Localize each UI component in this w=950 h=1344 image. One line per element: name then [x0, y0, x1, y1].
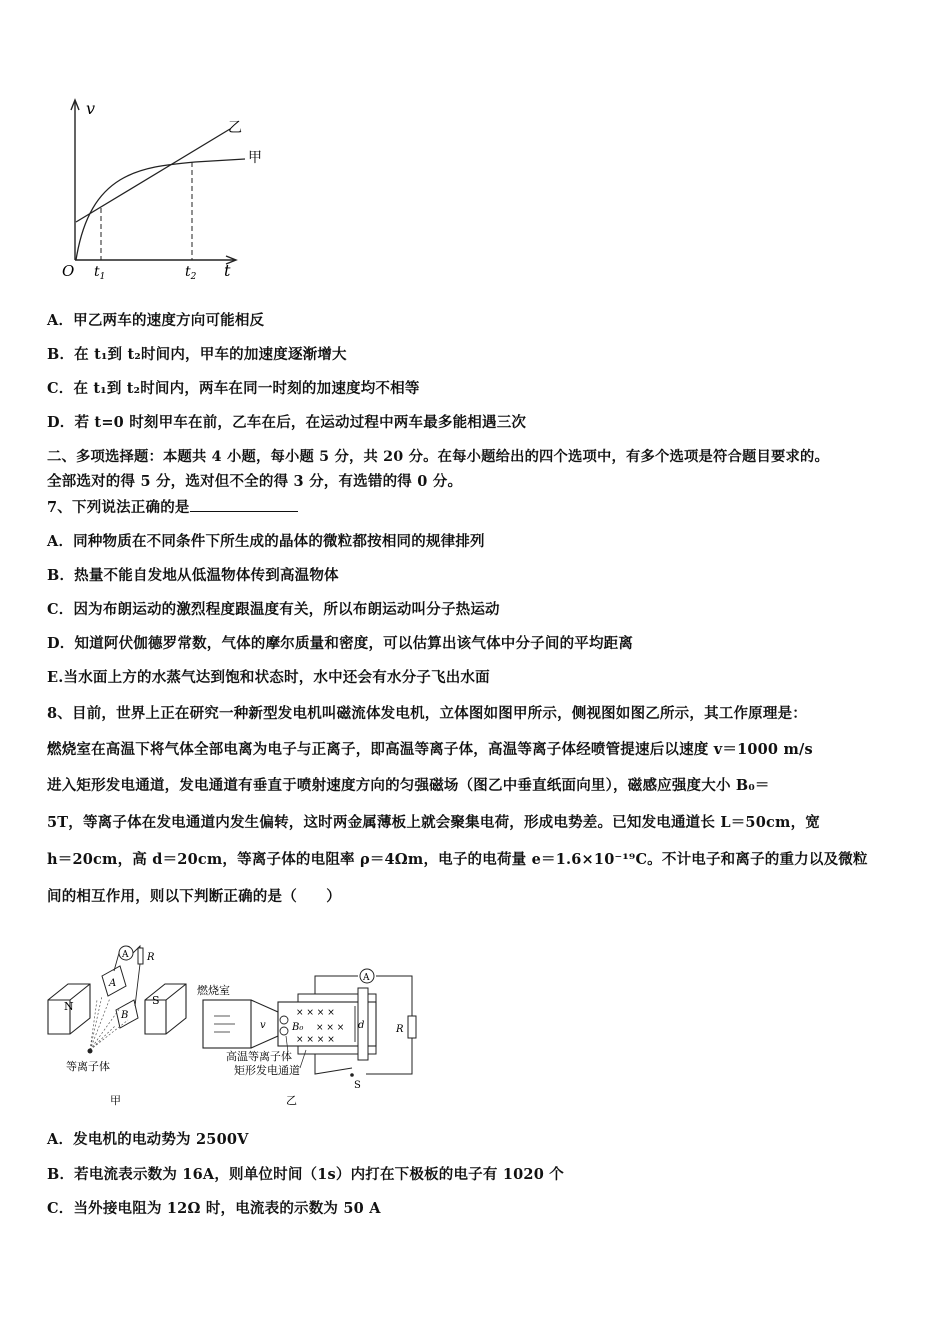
q7-option-c: C．因为布朗运动的激烈程度跟温度有关，所以布朗运动叫分子热运动 — [47, 601, 500, 618]
field-crosses-1: × × × × — [296, 1008, 335, 1018]
q8-stem-line-5: h＝20cm，高 d＝20cm，等离子体的电阻率 ρ＝4Ωm，电子的电荷量 e＝1.6×10⁻¹⁹C。不计电子和离子的重力以及微粒 — [47, 851, 868, 868]
switch-label: S — [354, 1080, 361, 1091]
plasma-label-yi: 高温等离子体 — [226, 1050, 292, 1063]
combustion-label: 燃烧室 — [197, 984, 230, 997]
origin-label: O — [62, 262, 75, 280]
q7-option-b: B．热量不能自发地从低温物体传到高温物体 — [47, 567, 339, 584]
diagram-yi — [197, 969, 416, 1107]
section2-instructions-1: 二、多项选择题：本题共 4 小题，每小题 5 分，共 20 分。在每小题给出的四个选项中，有多个选项是符合题目要求的。 — [47, 449, 829, 465]
diagram-jia — [48, 946, 186, 1107]
caption-yi: 乙 — [286, 1094, 297, 1107]
resistor-yi-label: R — [396, 1024, 404, 1035]
pole-s-label: S — [152, 994, 160, 1007]
q8-option-c: C．当外接电阻为 12Ω 时，电流表的示数为 50 A — [47, 1200, 381, 1217]
field-crosses-3: × × × × — [296, 1035, 335, 1045]
q6-option-c: C．在 t₁到 t₂时间内，两车在同一时刻的加速度均不相等 — [47, 380, 420, 397]
caption-jia: 甲 — [110, 1094, 121, 1107]
velocity-time-graph — [60, 92, 280, 292]
ammeter-yi-label: A — [363, 973, 370, 983]
mhd-generator-figure — [40, 938, 440, 1110]
channel-label: 矩形发电通道 — [234, 1064, 300, 1077]
ammeter-jia-label: A — [122, 950, 129, 960]
q8-stem-line-6: 间的相互作用，则以下判断正确的是（ ） — [47, 888, 341, 905]
y-axis-label: v — [86, 99, 96, 118]
q6-option-d: D．若 t=0 时刻甲车在前，乙车在后，在运动过程中两车最多能相遇三次 — [47, 414, 527, 431]
velocity-label: v — [260, 1020, 266, 1031]
label-jia: 甲 — [248, 150, 262, 166]
magnet-s — [145, 984, 186, 1034]
q8-stem-line-1: 8、目前，世界上正在研究一种新型发电机叫磁流体发电机，立体图如图甲所示，侧视图如图乙所示，其工作原理是： — [47, 705, 807, 722]
height-label: d — [358, 1020, 365, 1031]
plate-a-label: A — [109, 978, 117, 989]
line-yi — [76, 129, 230, 222]
q7-option-a: A．同种物质在不同条件下所生成的晶体的微粒都按相同的规律排列 — [47, 533, 485, 550]
plasma-label: 等离子体 — [66, 1060, 110, 1073]
q8-stem-line-4: 5T，等离子体在发电通道内发生偏转，这时两金属薄板上就会聚集电荷，形成电势差。已知发电通道长 L＝50cm，宽 — [47, 814, 820, 831]
pole-n-label: N — [64, 1000, 74, 1013]
resistor-jia — [138, 948, 143, 964]
switch-contact — [350, 1073, 354, 1077]
plate-b-label: B — [121, 1010, 129, 1021]
q8-option-a: A．发电机的电动势为 2500V — [47, 1131, 249, 1148]
answer-blank — [190, 497, 298, 512]
t1-label: $t_1$ — [94, 264, 106, 282]
q6-option-a: A．甲乙两车的速度方向可能相反 — [47, 312, 265, 329]
q7-stem — [47, 497, 298, 518]
plasma-source — [88, 1049, 93, 1054]
q7-option-d: D．知道阿伏伽德罗常数，气体的摩尔质量和密度，可以估算出该气体中分子间的平均距离 — [47, 635, 634, 652]
q7-option-e: E.当水面上方的水蒸气达到饱和状态时，水中还会有水分子飞出水面 — [47, 669, 490, 686]
x-axis-label: t — [224, 261, 231, 280]
field-crosses-2: × × × — [316, 1023, 345, 1033]
section2-instructions-2: 全部选对的得 5 分，选对但不全的得 3 分，有选错的得 0 分。 — [47, 473, 463, 490]
field-label: B₀ — [292, 1022, 304, 1033]
q8-stem-line-2: 燃烧室在高温下将气体全部电离为电子与正离子，即高温等离子体，高温等离子体经喷管提速后以速度 v＝1000 m/s — [47, 741, 813, 758]
resistor-jia-label: R — [147, 952, 155, 963]
resistor-yi — [408, 1016, 416, 1038]
q6-option-b: B．在 t₁到 t₂时间内，甲车的加速度逐渐增大 — [47, 346, 347, 363]
label-yi: 乙 — [228, 120, 242, 136]
t2-label: $t_2$ — [185, 264, 197, 282]
q7-stem-text: 7、下列说法正确的是 — [47, 499, 190, 516]
q8-option-b: B．若电流表示数为 16A，则单位时间（1s）内打在下极板的电子有 1020 个 — [47, 1166, 564, 1183]
q8-stem-line-3: 进入矩形发电通道，发电通道有垂直于喷射速度方向的匀强磁场（图乙中垂直纸面向里），磁感应强度大小 B₀＝ — [47, 777, 770, 794]
